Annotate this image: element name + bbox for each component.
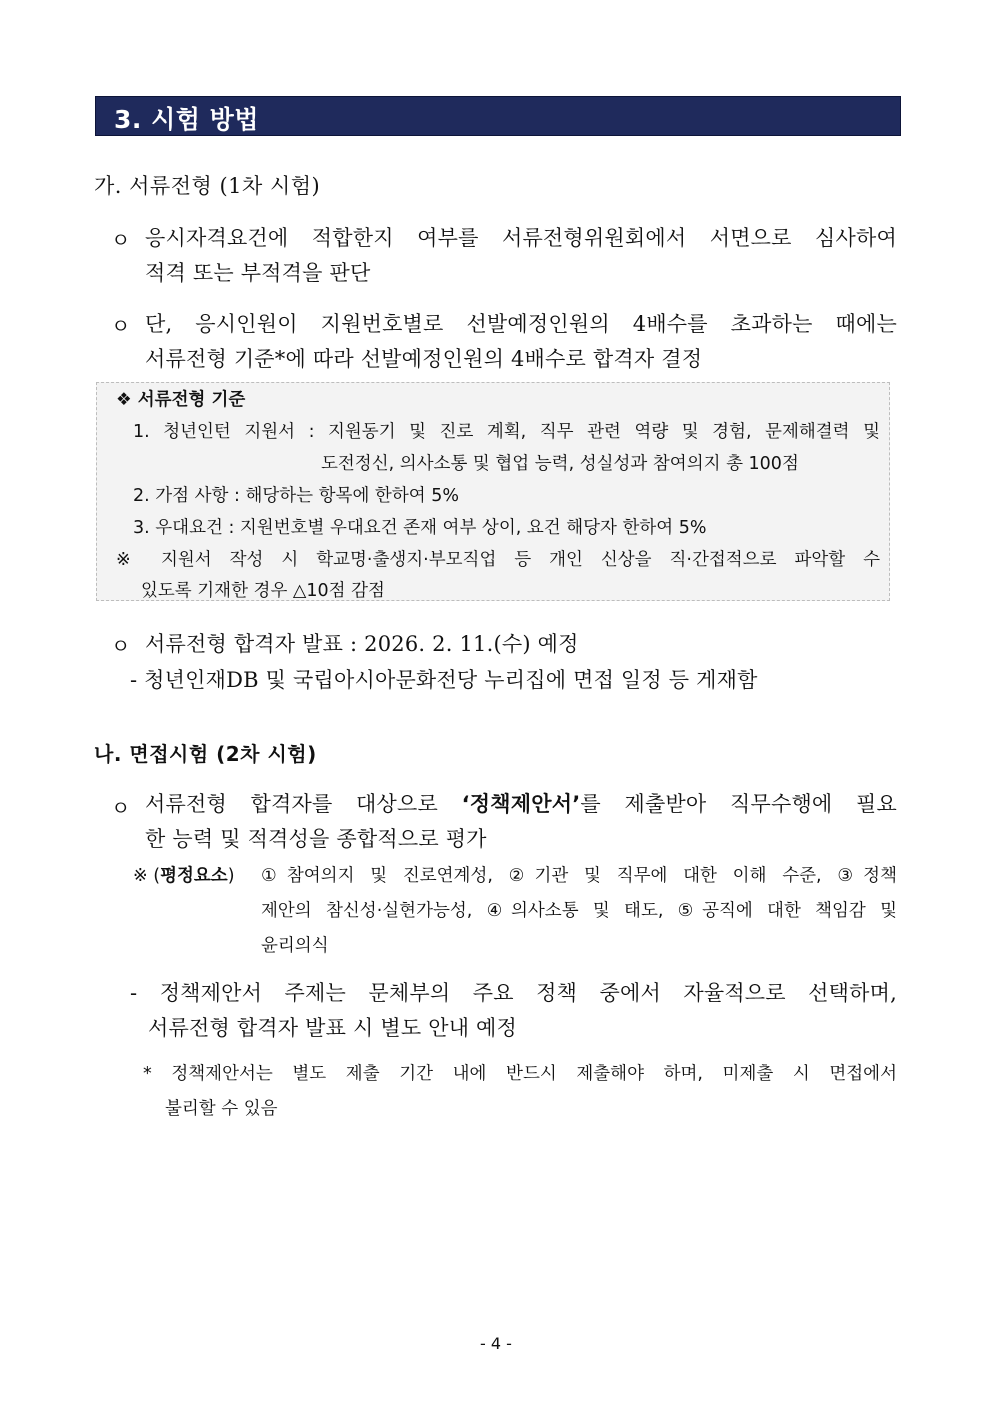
page-number: - 4 -: [480, 1334, 512, 1353]
criteria-note-line2: 있도록 기재한 경우 △10점 감점: [141, 581, 385, 601]
bullet-b1-line1: [145, 788, 897, 818]
bullet-b1-line1-bold: ‘정책제안서’: [461, 792, 581, 816]
bullet-a2-line1: 단, 응시인원이 지원번호별로 선발예정인원의 4배수를 초과하는 때에는: [145, 312, 897, 336]
bullet-a3-sub: - 청년인재DB 및 국립아시아문화전당 누리집에 면접 일정 등 게재함: [130, 668, 758, 692]
section-a-title: 가. 서류전형 (1차 시험): [94, 174, 321, 198]
eval-note-prefix-close: ): [227, 866, 235, 886]
criteria-item1-line1: 1. 청년인턴 지원서 : 지원동기 및 진로 계획, 직무 관련 역량 및 경험, 문제해결력 및: [133, 422, 880, 442]
section-b-title: 나. 면접시험 (2차 시험): [94, 742, 317, 766]
eval-note-prefix: [133, 862, 235, 887]
bullet-a3-text: 서류전형 합격자 발표 : 2026. 2. 11.(수) 예정: [145, 632, 579, 656]
criteria-item3: 3. 우대요건 : 지원번호별 우대요건 존재 여부 상이, 요건 해당자 한하여 5%: [133, 518, 707, 538]
section-header-bar: [95, 96, 901, 136]
eval-note-line1: ①참여의지 및 진로연계성, ②기관 및 직무에 대한 이해 수준, ③정책: [261, 866, 897, 886]
criteria-item1-line2: 도전정신, 의사소통 및 협업 능력, 성실성과 참여의지 총 100점: [321, 454, 799, 474]
bullet-b1-line1-post: 를 제출받아 직무수행에 필요: [580, 792, 897, 816]
bullet-a1-line1: 응시자격요건에 적합한지 여부를 서류전형위원회에서 서면으로 심사하여: [145, 226, 897, 250]
eval-note-prefix-open: ※ (: [133, 866, 161, 886]
bullet-b1-line2: 한 능력 및 적격성을 종합적으로 평가: [145, 827, 487, 851]
bullet-marker: ㅇ: [111, 634, 131, 658]
bullet-marker: ㅇ: [111, 314, 131, 338]
bullet-marker: ㅇ: [111, 796, 131, 820]
eval-note-label: 평정요소: [160, 866, 228, 886]
bullet-b1-line1-pre: 서류전형 합격자를 대상으로: [145, 792, 462, 816]
footnote-line1: * 정책제안서는 별도 제출 기간 내에 반드시 제출해야 하며, 미제출 시 면접에서: [143, 1064, 897, 1084]
footnote-line2: 불리할 수 있음: [165, 1099, 278, 1119]
section-header-title: 3. 시험 방법: [114, 105, 259, 134]
criteria-title: ❖ 서류전형 기준: [116, 390, 246, 410]
bullet-a2-line2: 서류전형 기준*에 따라 선발예정인원의 4배수로 합격자 결정: [145, 347, 703, 371]
sub-b-line2: 서류전형 합격자 발표 시 별도 안내 예정: [148, 1016, 518, 1040]
bullet-marker: ㅇ: [111, 228, 131, 252]
bullet-a1-line2: 적격 또는 부적격을 판단: [145, 261, 371, 285]
criteria-item2: 2. 가점 사항 : 해당하는 항목에 한하여 5%: [133, 486, 459, 506]
criteria-note-line1: ※ 지원서 작성 시 학교명·출생지·부모직업 등 개인 신상을 직·간접적으로 파악할 수: [116, 550, 880, 570]
sub-b-line1: - 정책제안서 주제는 문체부의 주요 정책 중에서 자율적으로 선택하며,: [130, 981, 897, 1005]
eval-note-line3: 윤리의식: [261, 936, 329, 956]
eval-note-line2: 제안의 참신성·실현가능성, ④의사소통 및 태도, ⑤공직에 대한 책임감 및: [261, 901, 898, 921]
